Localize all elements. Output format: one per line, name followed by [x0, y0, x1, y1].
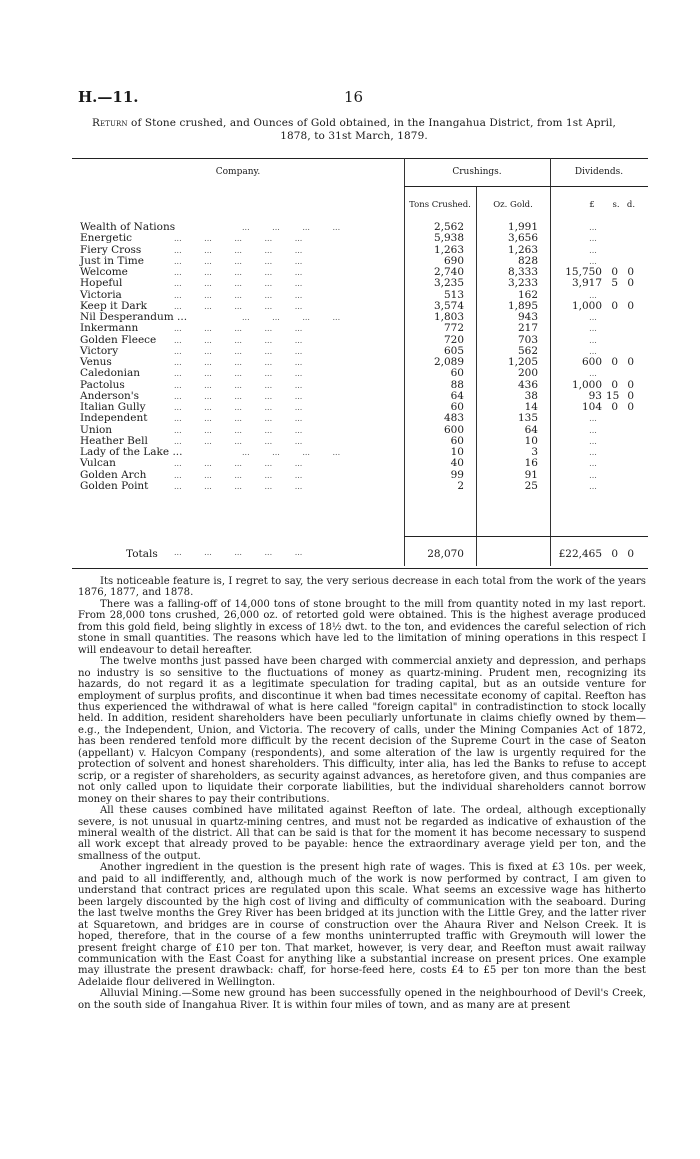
oz-gold: 25	[524, 479, 538, 492]
title-lead: Return	[91, 117, 128, 129]
tons-crushed: 2,740	[433, 266, 464, 278]
leader-dots: ... ... ... ... ...	[174, 245, 303, 255]
tons-crushed: 5,938	[433, 232, 464, 245]
dividend-blank: ...	[589, 459, 597, 469]
page-number: 16	[344, 88, 364, 106]
dividend-shillings: 5	[611, 277, 618, 290]
dividend-blank: ...	[589, 234, 597, 244]
oz-gold: 217	[517, 322, 538, 335]
leader-dots: ... ... ... ...	[242, 313, 341, 322]
leader-dots: ... ... ... ... ...	[174, 436, 303, 446]
company-name: Just in Time	[80, 254, 144, 267]
company-name: Golden Arch	[80, 468, 147, 481]
company-name: Energetic	[80, 232, 133, 245]
tons-crushed: 99	[450, 468, 464, 481]
leader-dots: ... ... ... ... ...	[174, 403, 303, 412]
dividend-pounds: 104	[581, 401, 602, 413]
company-name: Victory	[80, 344, 119, 357]
company-name: Fiery Cross	[80, 243, 142, 256]
tons-crushed: 720	[443, 333, 464, 346]
company-name: Victoria	[80, 288, 122, 301]
dividend-blank: ...	[589, 335, 597, 345]
oz-gold: 562	[517, 344, 538, 357]
tons-crushed: 1,263	[433, 243, 464, 256]
company-name: Anderson's	[80, 389, 140, 402]
tons-crushed: 2,562	[433, 221, 464, 233]
table-top-rule	[72, 158, 648, 159]
table-row	[72, 256, 648, 267]
company-name: Golden Fleece	[80, 333, 157, 346]
oz-gold: 10	[524, 434, 538, 447]
table-row	[72, 290, 648, 301]
leader-dots: ... ... ... ... ...	[174, 268, 303, 277]
title-line1: of Stone crushed, and Ounces of Gold obtained, in the Inangahua District, from 1st April,	[131, 117, 616, 129]
report-reference: H.—11.	[78, 88, 139, 106]
dividend-blank: ...	[589, 290, 597, 300]
pence-subheader: d.	[626, 200, 636, 210]
tons-crushed: 3,235	[433, 277, 464, 290]
company-name: Vulcan	[80, 457, 116, 470]
oz-gold: 828	[517, 254, 538, 267]
dividend-pounds: 1,000	[571, 378, 602, 391]
dividend-pounds: 600	[581, 356, 602, 368]
totals-filler: ... ... ... ... ...	[174, 548, 303, 557]
company-name: Union	[80, 423, 113, 436]
dividend-blank: ...	[589, 481, 597, 491]
table-row	[72, 357, 648, 368]
table-row	[72, 458, 648, 469]
totals-shillings: 0	[611, 548, 618, 560]
dividend-blank: ...	[589, 245, 597, 255]
tons-crushed: 605	[443, 344, 464, 357]
oz-gold: 8,333	[507, 266, 538, 278]
tons-crushed: 690	[443, 254, 464, 267]
body-paragraph: All these causes combined have militated against Reefton of late. The ordeal, although exceptionally severe, is not unusual in quartz-mining centres, and must not be regarded as indicative of exhaustion of the mineral wealth of the district. All that can be said is that for the moment it has become necessary to suspend all work except that already proved to be payable: hence the extraordinary average yield per ton, and the smallness of the output.	[78, 805, 646, 862]
body-paragraph: The twelve months just passed have been charged with commercial anxiety and depression, and perhaps no industry is so sensitive to the fluctuations of money as quartz-mining. Prudent men, recognizing its hazards, do not regard it as a legitimate speculation for trading capital, but as an outside venture for employment of surplus profits, and discontinue it when bad times necessitate economy of capital. Reefton has thus experienced the withdrawal of what is here called "foreign capital" in contradistinction to stock locally held. In addition, resident shareholders have been peculiarly unfortunate in claims chiefly owned by them—e.g., the Independent, Union, and Victoria. The recovery of calls, under the Mining Companies Act of 1872, has been rendered tenfold more difficult by the recent decision of the Supreme Court in the case of Seaton (appellant) v. Halcyon Company (respondents), and some alteration of the law is urgently required for the protection of solvent and honest shareholders. This difficulty, inter alia, has led the Banks to refuse to accept scrip, or a register of shareholders, as security against advances, as heretofore given, and thus companies are not only called upon to liquidate their corporate liabilities, but the individual shareholders cannot borrow money on their shares to pay their contributions.	[78, 656, 646, 805]
body-paragraph: Another ingredient in the question is the present high rate of wages. This is fixed at £3 10s. per week, and paid to all indifferently, and, although much of the work is now performed by contract, I am given to understand that contract prices are regulated upon this scale. What seems an excessive wage has hitherto been largely discounted by the high cost of living and difficulty of communication with the seaboard. During the last twelve months the Grey River has been bridged at its junction with the Little Grey, and the latter river at Squaretown, and bridges are in course of construction over the Ahaura River and Nelson Creek. It is hoped, therefore, that in the course of a few months uninterrupted traffic with Greymouth will lower the present freight charge of £10 per ton. That market, however, is very dear, and Reefton must await railway communication with the East Coast for anything like a substantial increase on present prices. One example may illustrate the present drawback: chaff, for horse-feed here, costs £4 to £5 per ton more than the best Adelaide flour delivered in Wellington.	[78, 862, 646, 988]
company-name: Nil Desperandum ...	[80, 311, 188, 323]
dividend-pounds: 3,917	[571, 277, 602, 290]
dividend-pence: 0	[627, 389, 634, 402]
oz-gold: 91	[524, 468, 538, 481]
leader-dots: ... ... ... ... ...	[174, 414, 303, 424]
dividend-pence: 0	[627, 266, 634, 278]
dividend-shillings: 0	[611, 401, 618, 413]
body-paragraph: Alluvial Mining.—Some new ground has been successfully opened in the neighbourhood of Devil's Creek, on the south side of Inangahua River. It is within four miles of town, and as many are at present	[78, 988, 646, 1011]
table-row	[72, 312, 648, 323]
oz-gold: 3,656	[507, 232, 538, 245]
title-line2: 1878, to 31st March, 1879.	[280, 130, 428, 142]
oz-gold: 3	[531, 446, 538, 458]
company-name: Golden Point	[80, 479, 149, 492]
dividend-blank: ...	[589, 346, 597, 356]
shillings-subheader: s.	[612, 200, 620, 210]
tons-crushed: 2,089	[433, 356, 464, 368]
dividend-blank: ...	[589, 256, 597, 266]
dividend-pounds: 15,750	[565, 266, 602, 278]
company-name: Venus	[80, 356, 112, 368]
tons-crushed: 3,574	[433, 299, 464, 312]
tons-crushed: 483	[443, 412, 464, 425]
company-name: Keep it Dark	[80, 299, 148, 312]
table-row	[72, 346, 648, 357]
leader-dots: ... ... ... ... ...	[174, 290, 303, 300]
leader-dots: ... ... ... ... ...	[174, 324, 303, 334]
dividend-blank: ...	[589, 448, 597, 457]
dividend-blank: ...	[589, 223, 597, 232]
oz-gold: 436	[517, 378, 538, 391]
oz-gold: 703	[517, 333, 538, 346]
dividend-pence: 0	[627, 378, 634, 391]
table-row	[72, 402, 648, 413]
leader-dots: ... ... ... ...	[242, 223, 341, 232]
table-bottom-rule	[72, 568, 648, 569]
table-row	[72, 391, 648, 402]
pounds-subheader: £	[589, 200, 595, 210]
table-row	[72, 222, 648, 233]
dividend-shillings: 0	[611, 299, 618, 312]
dividend-blank: ...	[589, 436, 597, 446]
crushings-header: Crushings.	[452, 167, 502, 177]
table-row	[72, 233, 648, 244]
table-row	[72, 413, 648, 424]
dividend-pence: 0	[627, 401, 634, 413]
dividend-blank: ...	[589, 414, 597, 424]
dividend-blank: ...	[589, 324, 597, 334]
totals-pounds: £22,465	[558, 548, 602, 560]
dividend-pence: 0	[627, 277, 634, 290]
oz-gold: 1,263	[507, 243, 538, 256]
table-row	[72, 267, 648, 278]
company-name: Inkermann	[80, 322, 139, 335]
oz-gold: 16	[524, 457, 538, 470]
company-name: Welcome	[80, 266, 128, 278]
dividend-blank: ...	[589, 470, 597, 480]
company-name: Pactolus	[80, 378, 125, 391]
dividend-pounds: 1,000	[571, 299, 602, 312]
table-title	[64, 117, 644, 143]
tons-crushed: 600	[443, 423, 464, 436]
tons-crushed: 88	[450, 378, 464, 391]
dividend-blank: ...	[589, 369, 597, 379]
company-name: Wealth of Nations	[80, 221, 176, 233]
oz-gold: 3,233	[507, 277, 538, 290]
table-row	[72, 447, 648, 458]
oz-gold: 1,205	[507, 356, 538, 368]
table-row	[72, 425, 648, 436]
tons-crushed: 60	[450, 367, 464, 380]
leader-dots: ... ... ... ... ...	[174, 301, 303, 311]
oz-gold: 1,991	[507, 221, 538, 233]
dividend-pence: 0	[627, 356, 634, 368]
tons-crushed: 60	[450, 434, 464, 447]
leader-dots: ... ... ... ... ...	[174, 459, 303, 469]
report-body	[78, 576, 646, 1011]
table-row	[72, 323, 648, 334]
leader-dots: ... ... ... ... ...	[174, 346, 303, 356]
leader-dots: ... ... ... ... ...	[174, 234, 303, 244]
tons-subheader: Tons Crushed.	[409, 200, 471, 210]
company-name: Heather Bell	[80, 434, 148, 447]
company-name: Hopeful	[80, 277, 123, 290]
leader-dots: ... ... ... ... ...	[174, 256, 303, 266]
company-header: Company.	[215, 167, 261, 177]
oz-gold: 1,895	[507, 299, 538, 312]
oz-gold: 38	[524, 389, 538, 402]
tons-crushed: 10	[450, 446, 464, 458]
oz-gold: 943	[517, 311, 538, 323]
totals-pence: 0	[627, 548, 634, 560]
leader-dots: ... ... ... ... ...	[174, 358, 303, 367]
dividend-pence: 0	[627, 299, 634, 312]
dividends-header: Dividends.	[574, 167, 624, 177]
leader-dots: ... ... ... ... ...	[174, 481, 303, 491]
tons-crushed: 60	[450, 401, 464, 413]
oz-gold: 14	[524, 401, 538, 413]
table-row	[72, 245, 648, 256]
table-row	[72, 278, 648, 289]
tons-crushed: 1,803	[433, 311, 464, 323]
leader-dots: ... ... ... ...	[242, 448, 341, 457]
leader-dots: ... ... ... ... ...	[174, 425, 303, 435]
leader-dots: ... ... ... ... ...	[174, 391, 303, 401]
dividend-pounds: 93	[588, 389, 602, 402]
oz-subheader: Oz. Gold.	[493, 200, 533, 210]
company-name: Italian Gully	[80, 401, 146, 413]
header-rule	[404, 186, 648, 187]
tons-crushed: 2	[457, 479, 464, 492]
totals-tons: 28,070	[427, 548, 464, 560]
oz-gold: 162	[517, 288, 538, 301]
tons-crushed: 513	[443, 288, 464, 301]
table-row	[72, 368, 648, 379]
dividend-blank: ...	[589, 425, 597, 435]
oz-gold: 64	[524, 423, 538, 436]
company-name: Lady of the Lake ...	[80, 446, 183, 458]
tons-crushed: 772	[443, 322, 464, 335]
oz-gold: 200	[517, 367, 538, 380]
leader-dots: ... ... ... ... ...	[174, 470, 303, 480]
totals-label: Totals	[126, 548, 158, 560]
totals-row	[72, 548, 648, 562]
leader-dots: ... ... ... ... ...	[174, 380, 303, 390]
oz-gold: 135	[517, 412, 538, 425]
leader-dots: ... ... ... ... ...	[174, 279, 303, 289]
tons-crushed: 40	[450, 457, 464, 470]
dividend-blank: ...	[589, 313, 597, 322]
dividend-shillings: 0	[611, 378, 618, 391]
table-row	[72, 380, 648, 391]
company-name: Caledonian	[80, 367, 141, 380]
table-row	[72, 481, 648, 492]
dividend-shillings: 0	[611, 266, 618, 278]
body-paragraph: There was a falling-off of 14,000 tons of stone brought to the mill from quantity noted in my last report. From 28,000 tons crushed, 26,000 oz. of retorted gold were obtained. This is the highest average produced from this gold field, being slightly in excess of 18½ dwt. to the ton, and evidences the careful selection of rich stone in small quantities. The reasons which have led to the limitation of mining operations in this respect I will endeavour to detail hereafter.	[78, 598, 646, 656]
company-name: Independent	[80, 412, 148, 425]
tons-crushed: 64	[450, 389, 464, 402]
dividend-shillings: 0	[611, 356, 618, 368]
totals-rule	[404, 536, 648, 537]
leader-dots: ... ... ... ... ...	[174, 335, 303, 345]
body-paragraph: Its noticeable feature is, I regret to say, the very serious decrease in each total from the work of the years 1876, 1877, and 1878.	[78, 576, 646, 599]
dividend-shillings: 15	[606, 389, 620, 402]
table-row	[72, 335, 648, 346]
table-row	[72, 470, 648, 481]
leader-dots: ... ... ... ... ...	[174, 369, 303, 379]
